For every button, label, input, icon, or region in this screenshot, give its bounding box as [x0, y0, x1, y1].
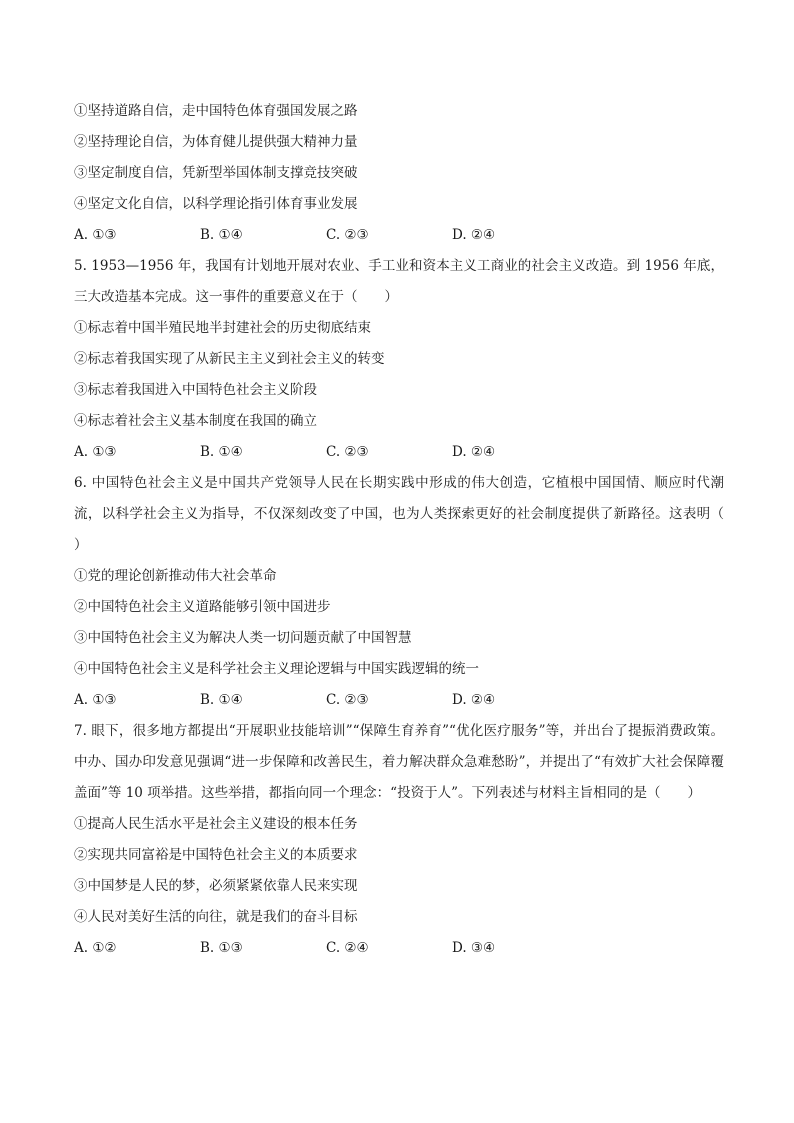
question-4: [74, 96, 724, 251]
q4-choice-a: A. ①③: [74, 227, 117, 243]
q5-option-4: ④标志着社会主义基本制度在我国的确立: [74, 413, 317, 429]
q7-choice-b: B. ①③: [200, 940, 243, 956]
q6-stem: 6. 中国特色社会主义是中国共产党领导人民在长期实践中形成的伟大创造，它植根中国国情、顺应时代潮流，以科学社会主义为指导，不仅深刻改变了中国，也为人类探索更好的社会制度提供了新路径。这表明（ ）: [74, 475, 751, 553]
q6-option-3: ③中国特色社会主义为解决人类一切问题贡献了中国智慧: [74, 630, 412, 646]
q4-choices: [74, 220, 724, 251]
q5-choice-d: D. ②④: [452, 444, 496, 460]
q5-choices: [74, 437, 724, 468]
q7-choices: [74, 933, 724, 964]
q4-option-4: ④坚定文化自信，以科学理论指引体育事业发展: [74, 196, 358, 212]
question-7: [74, 716, 724, 964]
q4-option-3: ③坚定制度自信，凭新型举国体制支撑竞技突破: [74, 165, 358, 181]
q5-choice-c: C. ②③: [326, 444, 369, 460]
q4-choice-c: C. ②③: [326, 227, 369, 243]
q6-choice-a: A. ①③: [74, 692, 117, 708]
q6-option-1: ①党的理论创新推动伟大社会革命: [74, 568, 277, 584]
q4-option-1: ①坚持道路自信，走中国特色体育强国发展之路: [74, 103, 358, 119]
question-6: [74, 468, 751, 716]
q6-choices: [74, 685, 724, 716]
q6-option-2: ②中国特色社会主义道路能够引领中国进步: [74, 599, 331, 615]
q6-choice-d: D. ②④: [452, 692, 496, 708]
q7-choice-a: A. ①②: [74, 940, 117, 956]
q4-choice-b: B. ①④: [200, 227, 243, 243]
q6-choice-b: B. ①④: [200, 692, 243, 708]
q6-choice-c: C. ②③: [326, 692, 369, 708]
exam-page: [74, 96, 751, 964]
question-5: [74, 251, 724, 468]
q6-option-4: ④中国特色社会主义是科学社会主义理论逻辑与中国实践逻辑的统一: [74, 661, 479, 677]
q7-stem: 7. 眼下，很多地方都提出“开展职业技能培训”“保障生育养育”“优化医疗服务”等，并出台了提振消费政策。中办、国办印发意见强调“进一步保障和改善民生，着力解决群众急难愁盼”，并提出了“有效扩大社会保障覆盖面”等 10 项举措。这些举措，都指向同一个理念：“投资于人”。下列表述与材料主旨相同的是（ ）: [74, 723, 724, 801]
q7-option-1: ①提高人民生活水平是社会主义建设的根本任务: [74, 816, 358, 832]
q5-option-3: ③标志着我国进入中国特色社会主义阶段: [74, 382, 317, 398]
q7-choice-c: C. ②④: [326, 940, 369, 956]
q5-option-1: ①标志着中国半殖民地半封建社会的历史彻底结束: [74, 320, 371, 336]
q4-choice-d: D. ②④: [452, 227, 496, 243]
q7-option-2: ②实现共同富裕是中国特色社会主义的本质要求: [74, 847, 358, 863]
q5-option-2: ②标志着我国实现了从新民主主义到社会主义的转变: [74, 351, 385, 367]
q7-choice-d: D. ③④: [452, 940, 496, 956]
q7-option-3: ③中国梦是人民的梦，必须紧紧依靠人民来实现: [74, 878, 358, 894]
q7-option-4: ④人民对美好生活的向往，就是我们的奋斗目标: [74, 909, 358, 925]
q5-choice-a: A. ①③: [74, 444, 117, 460]
q5-choice-b: B. ①④: [200, 444, 243, 460]
q5-stem: 5. 1953—1956 年，我国有计划地开展对农业、手工业和资本主义工商业的社会主义改造。到 1956 年底，三大改造基本完成。这一事件的重要意义在于（ ）: [74, 258, 724, 305]
q4-option-2: ②坚持理论自信，为体育健儿提供强大精神力量: [74, 134, 358, 150]
